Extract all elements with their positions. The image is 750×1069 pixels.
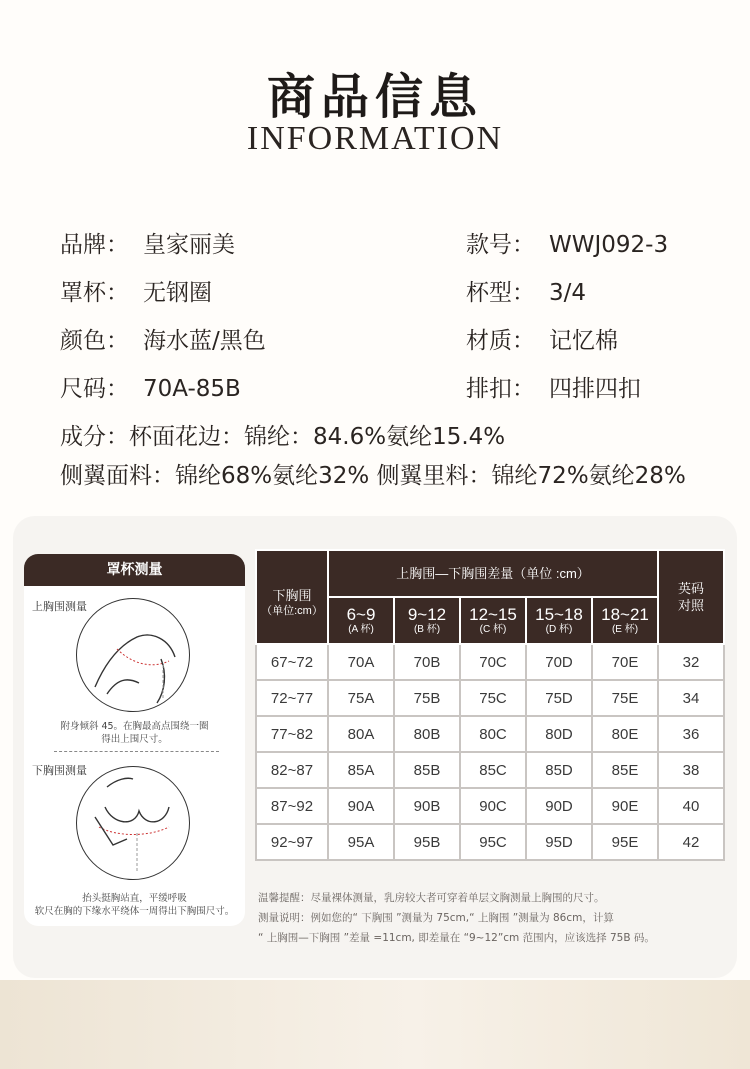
divider [54,751,219,752]
under-bust-cell: 77~82 [256,716,328,752]
size-cell: 90D [526,788,592,824]
spec-material-value: 记忆棉 [549,328,618,354]
uk-size-cell: 34 [658,680,724,716]
size-cell: 85D [526,752,592,788]
spec-model-value: WWJ092-3 [549,232,669,258]
composition-line-1: 成分：杯面花边：锦纶：84.6%氨纶15.4% [60,424,506,450]
spec-cup [60,274,212,307]
cup-col-a [328,597,394,644]
spec-model [466,226,668,259]
table-row [256,752,724,788]
size-cell: 85A [328,752,394,788]
size-cell: 80A [328,716,394,752]
size-cell: 80C [460,716,526,752]
spec-model-label: 款号： [466,232,535,258]
uk-size-cell: 36 [658,716,724,752]
size-cell: 90E [592,788,658,824]
table-row [256,824,724,860]
table-row [256,680,724,716]
size-cell: 85E [592,752,658,788]
size-cell: 75B [394,680,460,716]
cup-col-d-label: (D 杯) [545,624,573,635]
size-cell: 95D [526,824,592,860]
spec-brand [60,226,235,259]
upper-bust-illustration [76,598,190,712]
measure-example-2: “ 上胸围—下胸围 ”差量 =11cm, 即差量在 “9~12”cm 范围内，应该选择 75B 码。 [258,932,655,944]
size-table [255,549,725,861]
measure-tip: 温馨提醒：尽量裸体测量，乳房较大者可穿着单层文胸测量上胸围的尺寸。 [258,892,605,904]
cup-col-b-label: (B 杯) [413,624,441,635]
difference-header: 上胸围—下胸围差量（单位 :cm） [328,550,658,597]
spec-material [466,322,618,355]
size-cell: 90B [394,788,460,824]
size-cell: 75D [526,680,592,716]
cup-col-e-label: (E 杯) [611,624,639,635]
spec-material-label: 材质： [466,328,535,354]
uk-size-cell: 40 [658,788,724,824]
size-cell: 95A [328,824,394,860]
under-bust-header-title: 下胸围 [272,587,312,603]
spec-color [60,322,266,355]
cup-col-e-range: 18~21 [601,605,649,624]
uk-size-header-line-1: 英码 [677,581,704,596]
spec-cup-type-value: 3/4 [549,280,587,306]
table-row [256,716,724,752]
spec-clasp-label: 排扣： [466,376,535,402]
spec-cup-value: 无钢圈 [143,280,212,306]
size-cell: 70B [394,644,460,680]
spec-clasp-value: 四排四扣 [549,376,641,402]
uk-size-header-line-2: 对照 [677,598,704,613]
size-cell: 90A [328,788,394,824]
size-cell: 85C [460,752,526,788]
size-cell: 95E [592,824,658,860]
size-cell: 75C [460,680,526,716]
size-cell: 85B [394,752,460,788]
upper-bust-caption-2: 得出上围尺寸。 [101,734,168,745]
cup-col-c-range: 12~15 [469,605,517,624]
spec-cup-label: 罩杯： [60,280,129,306]
size-cell: 70D [526,644,592,680]
size-cell: 80B [394,716,460,752]
cup-col-d-range: 15~18 [535,605,583,624]
spec-cup-type-label: 杯型： [466,280,535,306]
table-row [256,788,724,824]
cup-col-d [526,597,592,644]
cup-col-a-range: 6~9 [346,605,376,624]
size-cell: 95B [394,824,460,860]
cup-col-c [460,597,526,644]
composition-line-2: 侧翼面料：锦纶68%氨纶32% 侧翼里料：锦纶72%氨纶28% [60,463,686,489]
spec-brand-value: 皇家丽美 [143,232,235,258]
spec-clasp [466,370,641,403]
size-cell: 80E [592,716,658,752]
uk-size-cell: 38 [658,752,724,788]
cup-col-e [592,597,658,644]
size-cell: 70E [592,644,658,680]
measure-title: 罩杯测量 [24,554,245,586]
under-bust-figure-icon [77,767,189,879]
size-cell: 75A [328,680,394,716]
under-bust-label: 下胸围测量 [32,764,87,777]
page-subtitle: INFORMATION [246,120,504,157]
spec-color-value: 海水蓝/黑色 [143,328,266,354]
measure-example-1: 测量说明：例如您的“ 下胸围 ”测量为 75cm,“ 上胸围 ”测量为 86cm，计算 [258,912,614,924]
uk-size-cell: 32 [658,644,724,680]
table-row [256,644,724,680]
upper-bust-caption-1: 附身倾斜 45。在胸最高点围绕一圈 [60,721,209,732]
size-cell: 70A [328,644,394,680]
page-title: 商品信息 [266,69,483,125]
size-cell: 80D [526,716,592,752]
upper-bust-figure-icon [77,599,189,711]
measure-panel [24,554,245,926]
under-bust-cell: 92~97 [256,824,328,860]
under-bust-illustration [76,766,190,880]
size-cell: 95C [460,824,526,860]
under-bust-cell: 82~87 [256,752,328,788]
cup-col-c-label: (C 杯) [479,624,507,635]
size-cell: 75E [592,680,658,716]
under-bust-header-unit: （单位:cm） [261,604,323,617]
spec-brand-label: 品牌： [60,232,129,258]
spec-color-label: 颜色： [60,328,129,354]
size-cell: 90C [460,788,526,824]
under-bust-header [256,550,328,644]
spec-size-value: 70A-85B [143,376,241,402]
uk-size-cell: 42 [658,824,724,860]
under-bust-caption-1: 抬头挺胸站直，平缓呼吸 [82,893,187,904]
size-cell: 70C [460,644,526,680]
spec-size [60,370,241,403]
under-bust-caption-2: 软尺在胸的下缘水平绕体一周得出下胸围尺寸。 [34,906,235,917]
cup-col-b-range: 9~12 [407,605,447,624]
under-bust-cell: 67~72 [256,644,328,680]
cup-col-a-label: (A 杯) [348,624,374,635]
spec-cup-type [466,274,586,307]
under-bust-cell: 72~77 [256,680,328,716]
bottom-decoration [0,980,750,1069]
cup-col-b [394,597,460,644]
under-bust-cell: 87~92 [256,788,328,824]
spec-size-label: 尺码： [60,376,129,402]
upper-bust-label: 上胸围测量 [32,600,87,613]
uk-size-header [658,550,724,644]
